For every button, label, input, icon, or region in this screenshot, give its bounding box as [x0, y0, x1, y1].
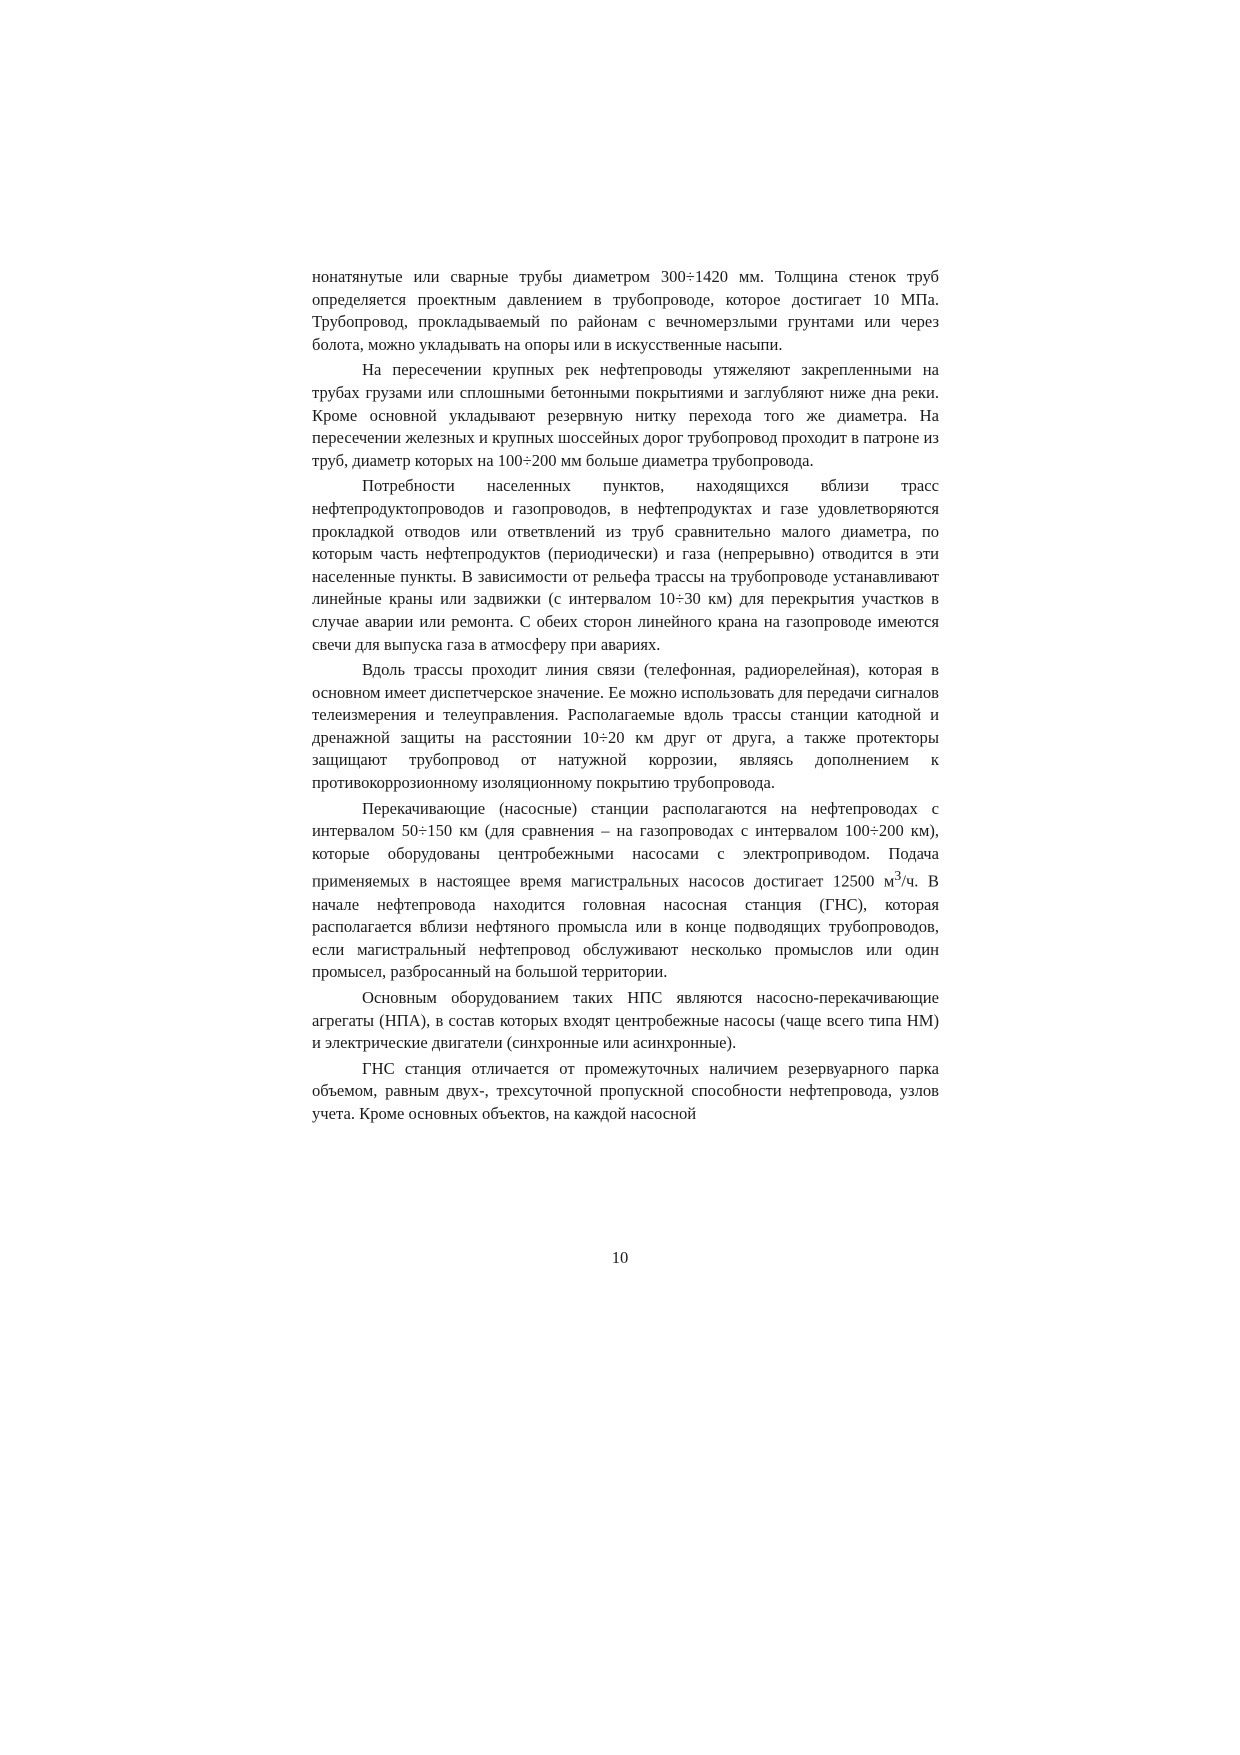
paragraph: ГНС станция отличается от промежуточных наличием резервуарного парка объемом, равным двух-, трехсуточной пропускной способности нефтепровода, узлов учета. Кроме основных объектов, на каждой насосной	[312, 1058, 939, 1123]
paragraph: Вдоль трассы проходит линия связи (телефонная, радиорелейная), которая в основном имеет диспетчерское значение. Ее можно использовать для передачи сигналов телеизмерения и телеуправления. Располагаемые вдоль трассы станции катодной и дренажной защиты на расстоянии 10÷20 км друг от друга, а также протекторы защищают трубопровод от натужной коррозии, являясь дополнением к противокоррозионному изоляционному покрытию трубопровода.	[312, 660, 939, 793]
superscript: 3	[894, 868, 902, 884]
body-text	[312, 266, 939, 1129]
paragraph-text: /ч. В начале нефтепровода находится головная насосная станция (ГНС), которая располагается вблизи нефтяного промысла или в конце подводящих трубопроводов, если магистральный нефтепровод обслуживают несколько промыслов или один промысел, разбросанный на большой территории.	[312, 871, 939, 982]
page-number: 10	[611, 1248, 629, 1267]
paragraph	[312, 798, 939, 984]
paragraph: Основным оборудованием таких НПС являются насосно-перекачивающие агрегаты (НПА), в состав которых входят центробежные насосы (чаще всего типа НМ) и электрические двигатели (синхронные или асинхронные).	[312, 987, 939, 1053]
paragraph: На пересечении крупных рек нефтепроводы утяжеляют закрепленными на трубах грузами или сплошными бетонными покрытиями и заглубляют ниже дна реки. Кроме основной укладывают резервную нитку перехода того же диаметра. На пересечении железных и крупных шоссейных дорог трубопровод проходит в патроне из труб, диаметр которых на 100÷200 мм больше диаметра трубопровода.	[312, 360, 939, 470]
paragraph-text: Перекачивающие (насосные) станции располагаются на нефтепроводах с интервалом 50÷150 км (для сравнения – на газопроводах с интервалом 100÷200 км), которые оборудованы центробежными насосами с электроприводом. Подача применяемых в настоящее время магистральных насосов достигает 12500 м	[312, 798, 939, 891]
paragraph: нонатянутые или сварные трубы диаметром 300÷1420 мм. Толщина стенок труб определяется проектным давлением в трубопроводе, которое достигает 10 МПа. Трубопровод, прокладываемый по районам с вечномерзлыми грунтами или через болота, можно укладывать на опоры или в искусственные насыпи.	[312, 267, 939, 354]
paragraph: Потребности населенных пунктов, находящихся вблизи трасс нефтепродуктопроводов и газопроводов, в нефтепродуктах и газе удовлетворяются прокладкой отводов или ответвлений из труб сравнительно малого диаметра, по которым часть нефтепродуктов (периодически) и газа (непрерывно) отводится в эти населенные пункты. В зависимости от рельефа трассы на трубопроводе устанавливают линейные краны или задвижки (с интервалом 10÷30 км) для перекрытия участков в случае аварии или ремонта. С обеих сторон линейного крана на газопроводе имеются свечи для выпуска газа в атмосферу при авариях.	[312, 476, 939, 654]
